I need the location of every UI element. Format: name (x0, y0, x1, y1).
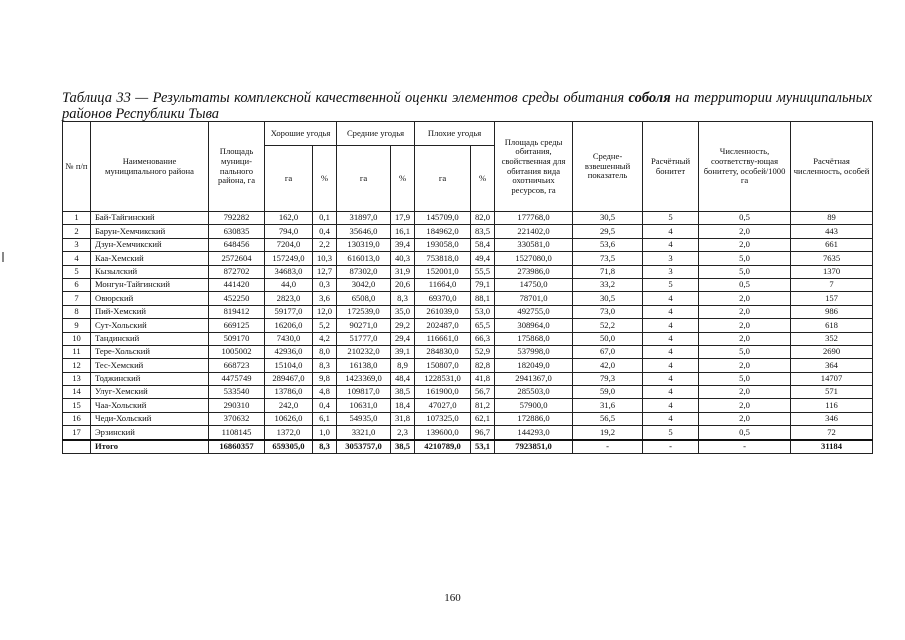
cell-num: 2 (63, 225, 91, 238)
cell-good-ha: 794,0 (265, 225, 313, 238)
cell-med-pct: 48,4 (391, 372, 415, 385)
cell-poor-ha: 152001,0 (415, 265, 471, 278)
cell-med-pct: 18,4 (391, 399, 415, 412)
cell-density: 0,5 (699, 278, 791, 291)
cell-good-pct: 6,1 (313, 412, 337, 425)
cell-med-ha: 616013,0 (337, 252, 391, 265)
cell-med-pct: 20,6 (391, 278, 415, 291)
cell-good-ha: 16206,0 (265, 319, 313, 332)
cell-num: 13 (63, 372, 91, 385)
header-medium-ha: га (337, 146, 391, 212)
cell-density: 2,0 (699, 386, 791, 399)
header-good-pct: % (313, 146, 337, 212)
cell-population: 7 (791, 278, 873, 291)
cell-poor-pct: 56,7 (471, 386, 495, 399)
cell-med-pct: 38,5 (391, 440, 415, 454)
cell-poor-ha: 284830,0 (415, 345, 471, 358)
cell-good-pct: 9,8 (313, 372, 337, 385)
cell-habitat: 78701,0 (495, 292, 573, 305)
cell-weighted: 71,8 (573, 265, 643, 278)
cell-bonitet: 4 (643, 305, 699, 318)
cell-poor-ha: 4210789,0 (415, 440, 471, 454)
table-caption (62, 90, 872, 122)
cell-poor-ha: 139600,0 (415, 426, 471, 440)
cell-med-ha: 31897,0 (337, 212, 391, 225)
cell-good-pct: 0,1 (313, 212, 337, 225)
header-population: Расчётная численность, особей (791, 122, 873, 212)
cell-area: 669125 (209, 319, 265, 332)
cell-num: 5 (63, 265, 91, 278)
cell-density: 2,0 (699, 319, 791, 332)
cell-med-ha: 54935,0 (337, 412, 391, 425)
header-poor-lands: Плохие угодья (415, 122, 495, 146)
cell-poor-ha: 69370,0 (415, 292, 471, 305)
cell-area: 16860357 (209, 440, 265, 454)
cell-habitat: 144293,0 (495, 426, 573, 440)
cell-area: 441420 (209, 278, 265, 291)
cell-weighted: 67,0 (573, 345, 643, 358)
cell-population: 157 (791, 292, 873, 305)
cell-poor-pct: 81,2 (471, 399, 495, 412)
cell-good-pct: 8,3 (313, 440, 337, 454)
cell-poor-pct: 58,4 (471, 238, 495, 251)
cell-density: 5,0 (699, 372, 791, 385)
cell-area: 370632 (209, 412, 265, 425)
cell-poor-pct: 88,1 (471, 292, 495, 305)
cell-med-ha: 90271,0 (337, 319, 391, 332)
cell-habitat: 285503,0 (495, 386, 573, 399)
cell-weighted: 79,3 (573, 372, 643, 385)
cell-population: 364 (791, 359, 873, 372)
cell-weighted: 53,6 (573, 238, 643, 251)
cell-good-pct: 0,4 (313, 225, 337, 238)
cell-poor-ha: 47027,0 (415, 399, 471, 412)
cell-poor-pct: 82,8 (471, 359, 495, 372)
cell-population: 14707 (791, 372, 873, 385)
cell-habitat: 172886,0 (495, 412, 573, 425)
cell-poor-ha: 107325,0 (415, 412, 471, 425)
habitat-table-container (62, 121, 872, 454)
cell-weighted: 29,5 (573, 225, 643, 238)
cell-num (63, 440, 91, 454)
cell-good-ha: 59177,0 (265, 305, 313, 318)
cell-good-pct: 12,0 (313, 305, 337, 318)
cell-habitat: 14750,0 (495, 278, 573, 291)
cell-num: 14 (63, 386, 91, 399)
cell-good-pct: 4,8 (313, 386, 337, 399)
header-medium-lands: Средние угодья (337, 122, 415, 146)
cell-habitat: 7923851,0 (495, 440, 573, 454)
cell-area: 2572604 (209, 252, 265, 265)
cell-poor-pct: 41,8 (471, 372, 495, 385)
cell-name: Овюрский (91, 292, 209, 305)
cell-population: 571 (791, 386, 873, 399)
cell-area: 533540 (209, 386, 265, 399)
table-row (63, 238, 873, 251)
cell-poor-pct: 65,5 (471, 319, 495, 332)
cell-name: Барун-Хемчикский (91, 225, 209, 238)
cell-population: 7635 (791, 252, 873, 265)
cell-poor-pct: 53,1 (471, 440, 495, 454)
cell-good-ha: 659305,0 (265, 440, 313, 454)
cell-med-pct: 38,5 (391, 386, 415, 399)
cell-weighted: - (573, 440, 643, 454)
cell-med-pct: 29,2 (391, 319, 415, 332)
cell-weighted: 30,5 (573, 292, 643, 305)
total-row (63, 440, 873, 454)
cell-med-ha: 3042,0 (337, 278, 391, 291)
cell-habitat: 2941367,0 (495, 372, 573, 385)
cell-bonitet: 4 (643, 412, 699, 425)
cell-good-ha: 7204,0 (265, 238, 313, 251)
cell-good-pct: 10,3 (313, 252, 337, 265)
cell-name: Бай-Тайгинский (91, 212, 209, 225)
cell-density: 2,0 (699, 359, 791, 372)
header-good-lands: Хорошие угодья (265, 122, 337, 146)
cell-population: 661 (791, 238, 873, 251)
cell-habitat: 177768,0 (495, 212, 573, 225)
cell-weighted: 42,0 (573, 359, 643, 372)
cell-med-pct: 35,0 (391, 305, 415, 318)
cell-poor-pct: 83,5 (471, 225, 495, 238)
cell-med-ha: 109817,0 (337, 386, 391, 399)
cell-good-pct: 1,0 (313, 426, 337, 440)
cell-num: 7 (63, 292, 91, 305)
cell-bonitet: - (643, 440, 699, 454)
cell-good-pct: 0,4 (313, 399, 337, 412)
cell-bonitet: 5 (643, 278, 699, 291)
cell-density: 5,0 (699, 345, 791, 358)
cell-weighted: 33,2 (573, 278, 643, 291)
cell-density: 5,0 (699, 252, 791, 265)
cell-good-pct: 8,3 (313, 359, 337, 372)
cell-num: 6 (63, 278, 91, 291)
cell-name: Монгун-Тайгинский (91, 278, 209, 291)
caption-suffix: на территории муниципальных районов Республики Тыва (62, 90, 873, 122)
caption-prefix: Таблица 33 — Результаты комплексной качественной оценки элементов среды обитания (62, 90, 629, 106)
cell-name: Тоджинский (91, 372, 209, 385)
cell-med-pct: 8,3 (391, 292, 415, 305)
caption-species: соболя (628, 90, 671, 106)
cell-habitat: 308964,0 (495, 319, 573, 332)
cell-poor-ha: 202487,0 (415, 319, 471, 332)
cell-area: 668723 (209, 359, 265, 372)
cell-med-ha: 16138,0 (337, 359, 391, 372)
table-row (63, 252, 873, 265)
cell-poor-ha: 261039,0 (415, 305, 471, 318)
cell-habitat: 537998,0 (495, 345, 573, 358)
table-row (63, 292, 873, 305)
cell-med-pct: 29,4 (391, 332, 415, 345)
cell-good-pct: 0,3 (313, 278, 337, 291)
cell-bonitet: 4 (643, 345, 699, 358)
cell-med-pct: 16,1 (391, 225, 415, 238)
table-body (63, 212, 873, 454)
cell-density: 2,0 (699, 332, 791, 345)
cell-density: 2,0 (699, 225, 791, 238)
cell-weighted: 73,5 (573, 252, 643, 265)
cell-good-ha: 1372,0 (265, 426, 313, 440)
cell-area: 819412 (209, 305, 265, 318)
cell-num: 4 (63, 252, 91, 265)
cell-med-ha: 51777,0 (337, 332, 391, 345)
cell-med-pct: 2,3 (391, 426, 415, 440)
scan-edge-mark (2, 252, 4, 262)
cell-good-pct: 4,2 (313, 332, 337, 345)
header-good-ha: га (265, 146, 313, 212)
cell-num: 1 (63, 212, 91, 225)
cell-good-ha: 42936,0 (265, 345, 313, 358)
table-row (63, 412, 873, 425)
cell-bonitet: 4 (643, 225, 699, 238)
cell-num: 9 (63, 319, 91, 332)
cell-name: Чеди-Хольский (91, 412, 209, 425)
cell-good-pct: 12,7 (313, 265, 337, 278)
cell-poor-pct: 79,1 (471, 278, 495, 291)
header-bonitet: Расчётный бонитет (643, 122, 699, 212)
cell-density: - (699, 440, 791, 454)
cell-good-ha: 44,0 (265, 278, 313, 291)
cell-name: Тере-Хольский (91, 345, 209, 358)
cell-good-ha: 157249,0 (265, 252, 313, 265)
cell-bonitet: 4 (643, 372, 699, 385)
cell-good-ha: 34683,0 (265, 265, 313, 278)
cell-poor-ha: 753818,0 (415, 252, 471, 265)
cell-area: 648456 (209, 238, 265, 251)
cell-med-ha: 35646,0 (337, 225, 391, 238)
cell-num: 3 (63, 238, 91, 251)
cell-population: 2690 (791, 345, 873, 358)
cell-bonitet: 4 (643, 319, 699, 332)
cell-population: 1370 (791, 265, 873, 278)
cell-weighted: 50,0 (573, 332, 643, 345)
table-row (63, 212, 873, 225)
cell-poor-ha: 184962,0 (415, 225, 471, 238)
cell-population: 352 (791, 332, 873, 345)
table-row (63, 399, 873, 412)
cell-area: 509170 (209, 332, 265, 345)
cell-name: Тес-Хемский (91, 359, 209, 372)
cell-name: Тандинский (91, 332, 209, 345)
cell-bonitet: 5 (643, 212, 699, 225)
cell-bonitet: 3 (643, 265, 699, 278)
cell-good-pct: 3,6 (313, 292, 337, 305)
cell-med-pct: 39,4 (391, 238, 415, 251)
cell-num: 15 (63, 399, 91, 412)
cell-bonitet: 4 (643, 386, 699, 399)
cell-habitat: 273986,0 (495, 265, 573, 278)
cell-weighted: 52,2 (573, 319, 643, 332)
cell-density: 2,0 (699, 305, 791, 318)
header-habitat-area: Площадь среды обитания, свойственная для обитания вида охотничьих ресурсов, га (495, 122, 573, 212)
cell-weighted: 31,6 (573, 399, 643, 412)
cell-poor-pct: 55,5 (471, 265, 495, 278)
cell-num: 10 (63, 332, 91, 345)
cell-bonitet: 4 (643, 238, 699, 251)
cell-habitat: 330581,0 (495, 238, 573, 251)
cell-poor-ha: 11664,0 (415, 278, 471, 291)
cell-weighted: 19,2 (573, 426, 643, 440)
cell-med-ha: 210232,0 (337, 345, 391, 358)
header-district-area: Площадь муници-пального района, га (209, 122, 265, 212)
cell-bonitet: 5 (643, 426, 699, 440)
cell-poor-pct: 62,1 (471, 412, 495, 425)
cell-habitat: 57900,0 (495, 399, 573, 412)
cell-area: 1005002 (209, 345, 265, 358)
table-row (63, 265, 873, 278)
habitat-assessment-table (62, 121, 873, 454)
cell-weighted: 59,0 (573, 386, 643, 399)
cell-habitat: 175868,0 (495, 332, 573, 345)
cell-weighted: 56,5 (573, 412, 643, 425)
cell-med-pct: 17,9 (391, 212, 415, 225)
cell-weighted: 30,5 (573, 212, 643, 225)
cell-good-ha: 2823,0 (265, 292, 313, 305)
cell-population: 443 (791, 225, 873, 238)
cell-bonitet: 4 (643, 359, 699, 372)
cell-good-ha: 10626,0 (265, 412, 313, 425)
table-row (63, 426, 873, 440)
cell-population: 116 (791, 399, 873, 412)
cell-med-ha: 172539,0 (337, 305, 391, 318)
cell-poor-pct: 96,7 (471, 426, 495, 440)
cell-med-pct: 39,1 (391, 345, 415, 358)
header-num: № п/п (63, 122, 91, 212)
cell-area: 1108145 (209, 426, 265, 440)
table-row (63, 345, 873, 358)
table-row (63, 225, 873, 238)
cell-med-ha: 3053757,0 (337, 440, 391, 454)
cell-density: 0,5 (699, 426, 791, 440)
table-row (63, 372, 873, 385)
cell-name: Пий-Хемский (91, 305, 209, 318)
table-row (63, 305, 873, 318)
cell-med-pct: 31,8 (391, 412, 415, 425)
cell-area: 630835 (209, 225, 265, 238)
cell-good-ha: 162,0 (265, 212, 313, 225)
cell-population: 618 (791, 319, 873, 332)
cell-density: 2,0 (699, 412, 791, 425)
cell-density: 0,5 (699, 212, 791, 225)
cell-num: 8 (63, 305, 91, 318)
header-weighted-index: Средне-взвешенный показатель (573, 122, 643, 212)
cell-poor-ha: 145709,0 (415, 212, 471, 225)
cell-population: 31184 (791, 440, 873, 454)
page-number: 160 (444, 592, 461, 604)
cell-name: Сут-Хольский (91, 319, 209, 332)
cell-med-ha: 6508,0 (337, 292, 391, 305)
cell-population: 346 (791, 412, 873, 425)
cell-area: 452250 (209, 292, 265, 305)
cell-bonitet: 4 (643, 292, 699, 305)
cell-good-ha: 15104,0 (265, 359, 313, 372)
cell-habitat: 221402,0 (495, 225, 573, 238)
cell-population: 89 (791, 212, 873, 225)
cell-med-pct: 31,9 (391, 265, 415, 278)
cell-good-ha: 289467,0 (265, 372, 313, 385)
cell-area: 290310 (209, 399, 265, 412)
cell-good-pct: 8,0 (313, 345, 337, 358)
cell-bonitet: 3 (643, 252, 699, 265)
cell-population: 986 (791, 305, 873, 318)
cell-poor-pct: 53,0 (471, 305, 495, 318)
cell-med-pct: 8,9 (391, 359, 415, 372)
cell-name: Дзун-Хемчикский (91, 238, 209, 251)
cell-good-pct: 2,2 (313, 238, 337, 251)
cell-good-ha: 13786,0 (265, 386, 313, 399)
cell-med-ha: 87302,0 (337, 265, 391, 278)
cell-name: Каа-Хемский (91, 252, 209, 265)
cell-habitat: 492755,0 (495, 305, 573, 318)
cell-good-ha: 242,0 (265, 399, 313, 412)
cell-habitat: 1527080,0 (495, 252, 573, 265)
table-row (63, 359, 873, 372)
cell-density: 2,0 (699, 399, 791, 412)
cell-med-ha: 10631,0 (337, 399, 391, 412)
cell-area: 4475749 (209, 372, 265, 385)
cell-med-ha: 130319,0 (337, 238, 391, 251)
cell-bonitet: 4 (643, 332, 699, 345)
cell-name: Итого (91, 440, 209, 454)
cell-name: Улуг-Хемский (91, 386, 209, 399)
cell-habitat: 182049,0 (495, 359, 573, 372)
cell-med-pct: 40,3 (391, 252, 415, 265)
cell-name: Кызылский (91, 265, 209, 278)
cell-density: 2,0 (699, 292, 791, 305)
cell-good-pct: 5,2 (313, 319, 337, 332)
cell-poor-pct: 82,0 (471, 212, 495, 225)
cell-poor-pct: 49,4 (471, 252, 495, 265)
cell-weighted: 73,0 (573, 305, 643, 318)
cell-num: 12 (63, 359, 91, 372)
cell-poor-ha: 116661,0 (415, 332, 471, 345)
cell-poor-pct: 52,9 (471, 345, 495, 358)
cell-num: 11 (63, 345, 91, 358)
header-poor-pct: % (471, 146, 495, 212)
cell-poor-pct: 66,3 (471, 332, 495, 345)
header-medium-pct: % (391, 146, 415, 212)
table-row (63, 319, 873, 332)
cell-good-ha: 7430,0 (265, 332, 313, 345)
header-density: Численность, соответству-ющая бонитету, особей/1000 га (699, 122, 791, 212)
cell-poor-ha: 150807,0 (415, 359, 471, 372)
cell-med-ha: 3321,0 (337, 426, 391, 440)
table-row (63, 332, 873, 345)
header-poor-ha: га (415, 146, 471, 212)
cell-num: 17 (63, 426, 91, 440)
cell-poor-ha: 1228531,0 (415, 372, 471, 385)
table-row (63, 278, 873, 291)
cell-density: 2,0 (699, 238, 791, 251)
table-row (63, 386, 873, 399)
cell-population: 72 (791, 426, 873, 440)
cell-med-ha: 1423369,0 (337, 372, 391, 385)
cell-name: Чаа-Хольский (91, 399, 209, 412)
cell-num: 16 (63, 412, 91, 425)
cell-poor-ha: 161900,0 (415, 386, 471, 399)
cell-poor-ha: 193058,0 (415, 238, 471, 251)
cell-bonitet: 4 (643, 399, 699, 412)
cell-density: 5,0 (699, 265, 791, 278)
cell-area: 872702 (209, 265, 265, 278)
cell-name: Эрзинский (91, 426, 209, 440)
header-district-name: Наименование муниципального района (91, 122, 209, 212)
cell-area: 792282 (209, 212, 265, 225)
